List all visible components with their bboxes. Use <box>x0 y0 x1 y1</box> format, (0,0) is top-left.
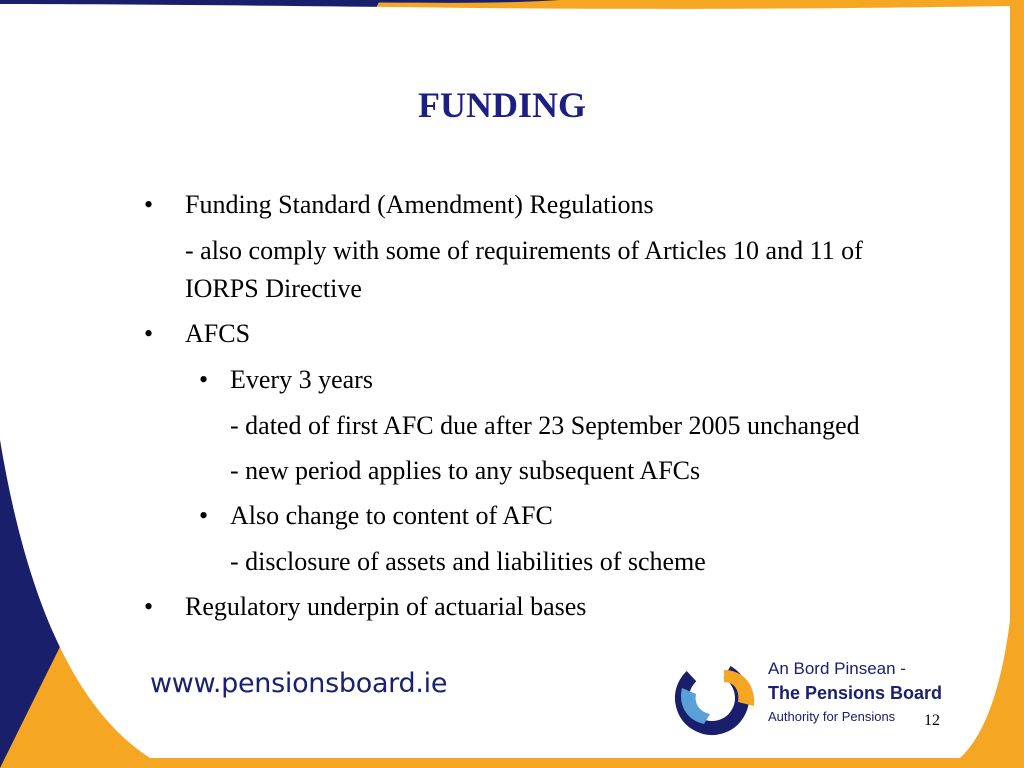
bullet-item <box>140 315 880 353</box>
org-tagline: Authority for Pensions <box>768 709 896 724</box>
org-name-irish: An Bord Pinsean - <box>768 659 906 678</box>
bullet-text: - also comply with some of requirements of Articles 10 and 11 of IORPS Directive <box>185 236 863 303</box>
bullet-text: Regulatory underpin of actuarial bases <box>185 592 587 621</box>
bullet-subtext <box>140 232 880 308</box>
sub-bullet-subtext <box>140 407 880 445</box>
bullet-text: - dated of first AFC due after 23 September 2005 unchanged <box>230 411 860 440</box>
sub-bullet-item <box>140 497 880 535</box>
bullet-text: Funding Standard (Amendment) Regulations <box>185 190 654 219</box>
bullet-marker: • <box>199 501 209 530</box>
bullet-text: Also change to content of AFC <box>230 501 553 530</box>
bullet-text: - disclosure of assets and liabilities of scheme <box>230 547 706 576</box>
bullet-text: AFCS <box>185 319 251 348</box>
org-name-english: The Pensions Board <box>768 683 943 703</box>
page-number: 12 <box>924 712 940 729</box>
pensions-board-logo-icon <box>664 646 764 746</box>
bullet-item <box>140 588 880 626</box>
bullet-text: - new period applies to any subsequent AFCs <box>230 456 701 485</box>
bullet-item <box>140 186 880 224</box>
bullet-list <box>140 186 880 634</box>
bullet-marker: • <box>144 592 154 621</box>
bullet-marker: • <box>199 365 209 394</box>
bullet-marker: • <box>144 319 154 348</box>
bullet-marker: • <box>144 190 154 219</box>
slide-title: FUNDING <box>418 85 586 125</box>
bullet-text: Every 3 years <box>230 365 373 394</box>
sub-bullet-subtext <box>140 543 880 581</box>
sub-bullet-item <box>140 361 880 399</box>
website-link: www.pensionsboard.ie <box>150 668 448 699</box>
sub-bullet-subtext <box>140 452 880 490</box>
